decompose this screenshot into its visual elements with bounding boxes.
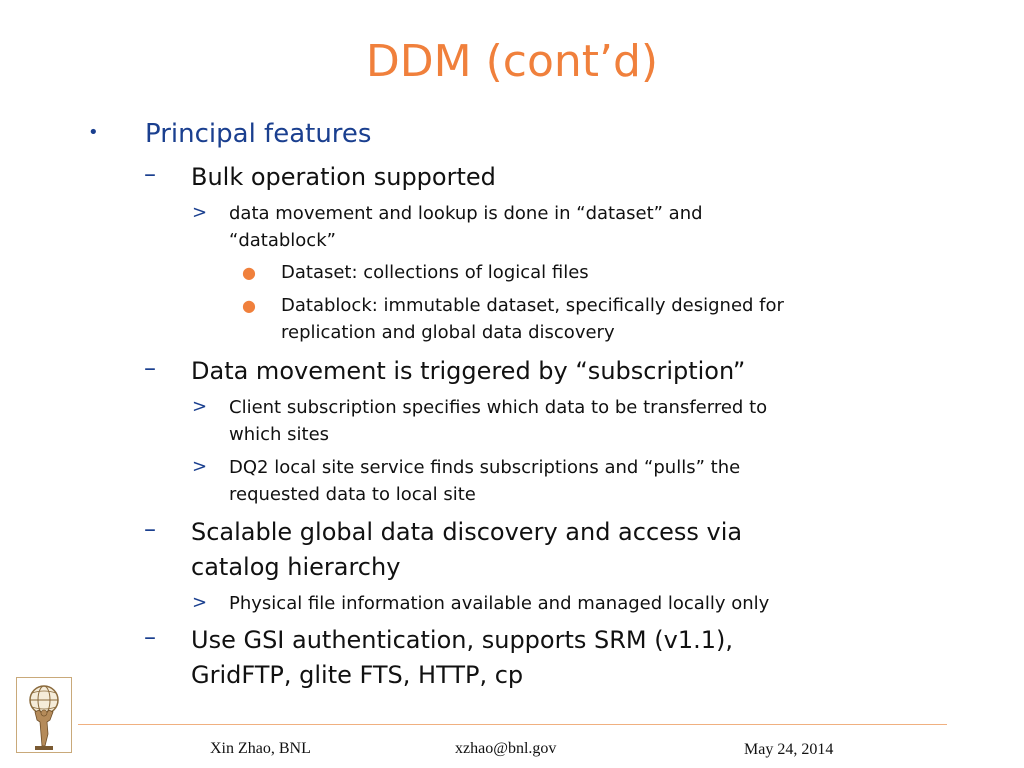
bullet-line: “datablock” (229, 230, 336, 251)
circle-bullet-icon: ● (242, 296, 256, 315)
dash-icon: – (144, 515, 156, 543)
bullet-text (229, 454, 740, 508)
bullet-line: data movement and lookup is done in “dataset” and (229, 203, 703, 224)
chevron-right-icon: > (192, 592, 208, 613)
bullet-text (281, 292, 784, 346)
chevron-right-icon: > (192, 396, 208, 417)
footer-author: Xin Zhao, BNL (210, 740, 311, 757)
atlas-figure-logo-icon (16, 677, 72, 753)
bullet-text: Dataset: collections of logical files (281, 262, 589, 283)
dash-icon: – (144, 623, 156, 651)
bullet-line: Datablock: immutable dataset, specifically designed for (281, 295, 784, 316)
chevron-right-icon: > (192, 202, 208, 223)
bullet-text (191, 515, 742, 585)
bullet-line: Client subscription specifies which data to be transferred to (229, 397, 768, 418)
bullet-line: Scalable global data discovery and access via (191, 518, 743, 546)
bullet-text: Bulk operation supported (191, 163, 496, 191)
bullet-text: Principal features (145, 119, 372, 149)
circle-bullet-icon: ● (242, 263, 256, 282)
footer-date: May 24, 2014 (744, 741, 834, 758)
bullet-line: requested data to local site (229, 484, 476, 505)
bullet-text: Physical file information available and managed locally only (229, 593, 770, 614)
bullet-text (229, 394, 767, 448)
chevron-right-icon: > (192, 456, 208, 477)
dash-icon: – (144, 354, 156, 382)
footer-divider (78, 724, 947, 725)
bullet-line: GridFTP, glite FTS, HTTP, cp (191, 661, 524, 689)
bullet-line: DQ2 local site service finds subscriptions and “pulls” the (229, 457, 741, 478)
dash-icon: – (144, 160, 156, 188)
bullet-text (191, 623, 733, 693)
bullet-text (229, 200, 703, 254)
bullet-line: Use GSI authentication, supports SRM (v1.1), (191, 626, 733, 654)
bullet-text: Data movement is triggered by “subscription” (191, 357, 746, 385)
slide-title: DDM (cont’d) (365, 36, 659, 87)
bullet-dot-icon: • (88, 122, 99, 143)
bullet-line: replication and global data discovery (281, 322, 615, 343)
footer-email: xzhao@bnl.gov (455, 740, 557, 757)
bullet-line: which sites (229, 424, 330, 445)
bullet-line: catalog hierarchy (191, 553, 401, 581)
